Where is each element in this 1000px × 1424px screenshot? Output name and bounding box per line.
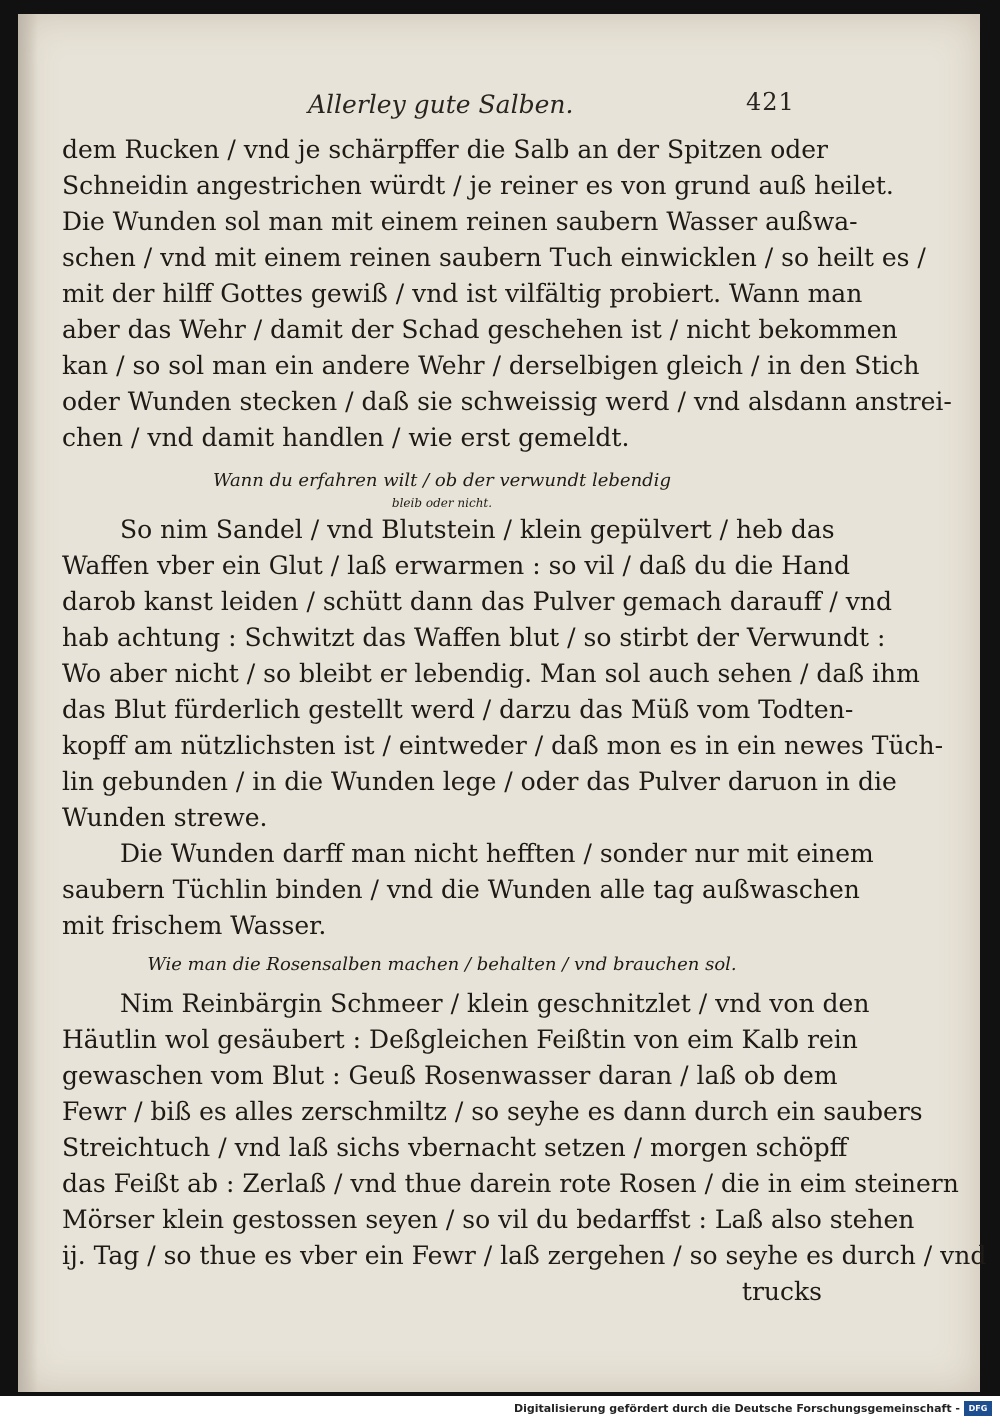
page-gutter-shadow — [18, 14, 38, 1392]
text-line: gewaschen vom Blut : Geuß Rosenwasser daran / laß ob dem — [62, 1061, 838, 1090]
heading-line: bleib oder nicht. — [391, 496, 493, 510]
text-line: lin gebunden / in die Wunden lege / oder das Pulver daruon in die — [62, 767, 897, 796]
text-line: saubern Tüchlin binden / vnd die Wunden alle tag außwaschen — [62, 875, 860, 904]
text-line: Mörser klein gestossen seyen / so vil du bedarffst : Laß also stehen — [62, 1205, 915, 1234]
body-text — [62, 132, 987, 1310]
text-line: Nim Reinbärgin Schmeer / klein geschnitzlet / vnd von den — [120, 989, 870, 1018]
text-line: hab achtung : Schwitzt das Waffen blut / so stirbt der Verwundt : — [62, 623, 886, 652]
text-line: mit der hilff Gottes gewiß / vnd ist vilfältig probiert. Wann man — [62, 279, 863, 308]
text-line: Die Wunden darff man nicht hefften / sonder nur mit einem — [120, 839, 874, 868]
text-line: Schneidin angestrichen würdt / je reiner es von grund auß heilet. — [62, 171, 894, 200]
paragraph-4 — [62, 986, 987, 1274]
heading-line: Wann du erfahren wilt / ob der verwundt lebendig — [213, 470, 671, 491]
page-number: 421 — [746, 88, 795, 116]
text-line: Streichtuch / vnd laß sichs vbernacht setzen / morgen schöpff — [62, 1133, 848, 1162]
dfg-logo: DFG — [964, 1401, 992, 1416]
text-line: aber das Wehr / damit der Schad geschehen ist / nicht bekommen — [62, 315, 898, 344]
text-line: darob kanst leiden / schütt dann das Pulver gemach darauff / vnd — [62, 587, 893, 616]
running-head: Allerley gute Salben. — [308, 90, 574, 119]
paragraph-2 — [62, 512, 944, 836]
text-line: kopff am nützlichsten ist / eintweder / daß mon es in ein newes Tüch- — [62, 731, 944, 760]
text-line: schen / vnd mit einem reinen saubern Tuch einwicklen / so heilt es / — [62, 243, 926, 272]
text-line: Fewr / biß es alles zerschmiltz / so seyhe es dann durch ein saubers — [62, 1097, 923, 1126]
book-page — [18, 14, 987, 1392]
text-line: ij. Tag / so thue es vber ein Fewr / laß zergehen / so seyhe es durch / vnd — [62, 1241, 987, 1270]
text-line: Waffen vber ein Glut / laß erwarmen : so vil / daß du die Hand — [62, 551, 851, 580]
text-line: Häutlin wol gesäubert : Deßgleichen Feißtin von eim Kalb rein — [62, 1025, 858, 1054]
catchword: trucks — [741, 1277, 822, 1306]
text-line: chen / vnd damit handlen / wie erst gemeldt. — [62, 423, 630, 452]
digitization-footer — [0, 1396, 1000, 1424]
text-line: dem Rucken / vnd je schärpffer die Salb an der Spitzen oder — [62, 135, 829, 164]
text-line: das Feißt ab : Zerlaß / vnd thue darein rote Rosen / die in eim steinern — [62, 1169, 959, 1198]
text-line: Wunden strewe. — [62, 803, 268, 832]
text-line: kan / so sol man ein andere Wehr / derselbigen gleich / in den Stich — [62, 351, 920, 380]
paragraph-3 — [62, 836, 874, 944]
paragraph-1 — [62, 132, 952, 456]
text-line: mit frischem Wasser. — [62, 911, 327, 940]
section-heading-1 — [62, 468, 822, 512]
section-heading-2: Wie man die Rosensalben machen / behalten / vnd brauchen sol. — [147, 954, 737, 975]
text-line: So nim Sandel / vnd Blutstein / klein gepülvert / heb das — [120, 515, 835, 544]
funding-credit: Digitalisierung gefördert durch die Deutsche Forschungsgemeinschaft - — [513, 1402, 960, 1415]
text-line: oder Wunden stecken / daß sie schweissig werd / vnd alsdann anstrei- — [62, 387, 952, 416]
text-line: Wo aber nicht / so bleibt er lebendig. Man sol auch sehen / daß ihm — [62, 659, 920, 688]
text-line: Die Wunden sol man mit einem reinen saubern Wasser außwa- — [62, 207, 858, 236]
text-line: das Blut fürderlich gestellt werd / darzu das Müß vom Todten- — [62, 695, 854, 724]
